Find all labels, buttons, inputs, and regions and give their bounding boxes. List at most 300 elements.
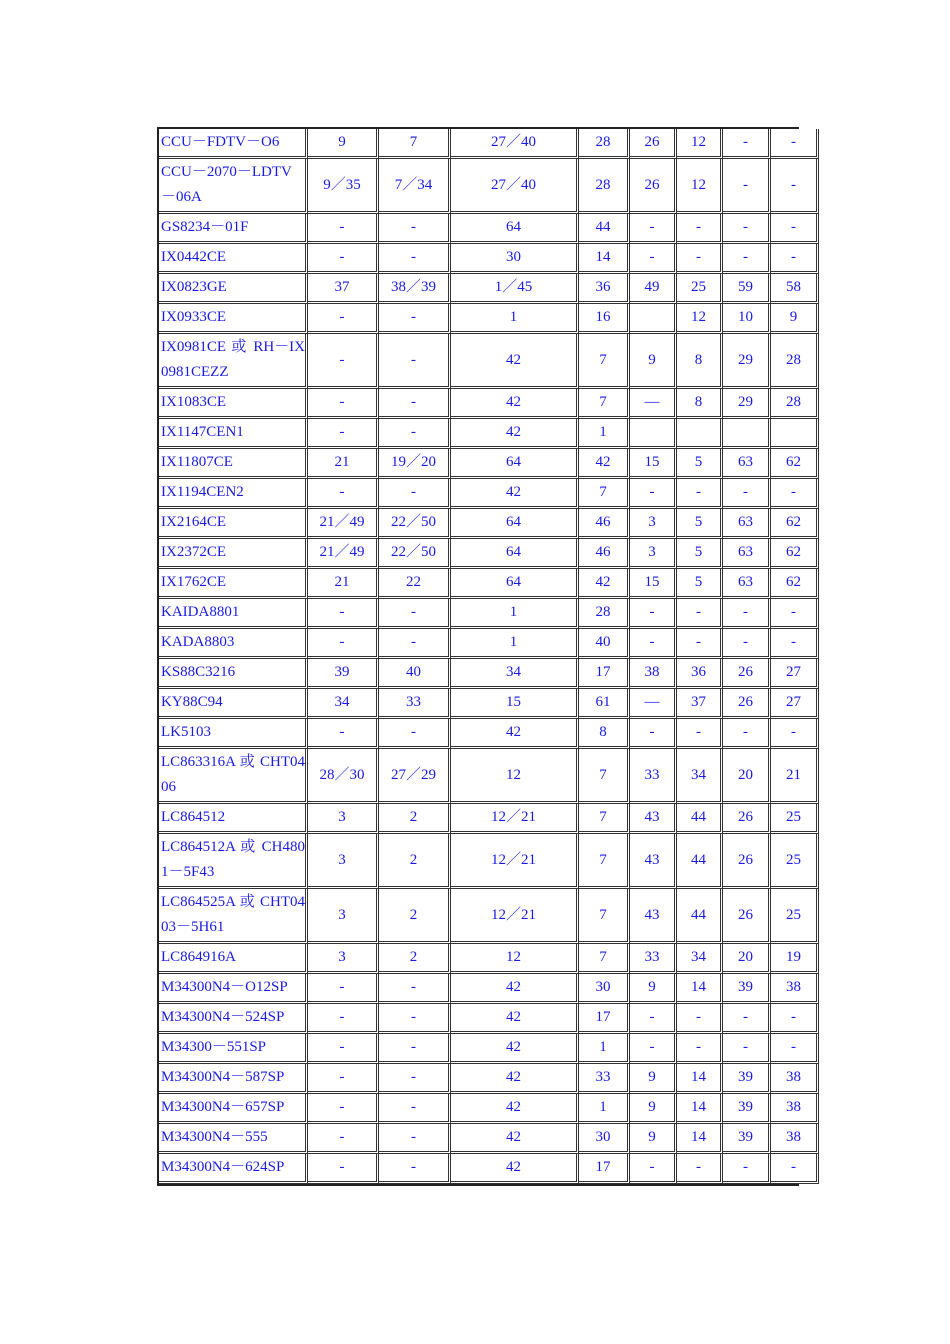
pin-value-cell: 33	[630, 944, 677, 974]
chip-model-cell: KADA8803	[159, 629, 308, 659]
pin-value-cell: -	[308, 1064, 379, 1094]
pin-value-cell: 29	[723, 334, 771, 389]
pin-value-cell: -	[308, 719, 379, 749]
pin-value-cell: 42	[451, 1064, 579, 1094]
pin-value-cell: 9	[771, 304, 819, 334]
pin-value-cell: 44	[579, 214, 630, 244]
pin-value-cell: —	[630, 689, 677, 719]
chip-model-cell: IX0981CE 或 RH－IX0981CEZZ	[159, 334, 308, 389]
pin-value-cell: 20	[723, 749, 771, 804]
pin-value-cell: 1	[579, 1034, 630, 1064]
table-row	[159, 834, 819, 889]
pin-value-cell: -	[630, 214, 677, 244]
table-row	[159, 889, 819, 944]
chip-model-cell: KY88C94	[159, 689, 308, 719]
pin-value-cell: 28	[579, 599, 630, 629]
pin-value-cell: -	[379, 1064, 451, 1094]
pin-value-cell: 19／20	[379, 449, 451, 479]
table-row	[159, 334, 819, 389]
pin-value-cell: -	[723, 1034, 771, 1064]
pin-value-cell: 30	[579, 1124, 630, 1154]
pin-value-cell: 40	[379, 659, 451, 689]
pin-value-cell: 7	[579, 944, 630, 974]
pin-value-cell: -	[630, 1034, 677, 1064]
pin-value-cell: -	[308, 1004, 379, 1034]
table-row	[159, 599, 819, 629]
chip-model-cell: IX1147CEN1	[159, 419, 308, 449]
table-row	[159, 1034, 819, 1064]
pin-value-cell: 42	[451, 334, 579, 389]
pin-value-cell: 33	[379, 689, 451, 719]
pin-value-cell	[630, 304, 677, 334]
pin-value-cell: 9	[630, 1094, 677, 1124]
pin-value-cell: 12／21	[451, 804, 579, 834]
pin-value-cell: -	[723, 599, 771, 629]
pin-value-cell: 38	[630, 659, 677, 689]
pin-value-cell: 9	[630, 1124, 677, 1154]
pin-value-cell: -	[379, 629, 451, 659]
pin-value-cell: 7	[579, 749, 630, 804]
pin-value-cell: -	[379, 244, 451, 274]
table-row	[159, 419, 819, 449]
table-row	[159, 509, 819, 539]
pin-value-cell: 62	[771, 539, 819, 569]
pin-value-cell: -	[677, 244, 723, 274]
pin-value-cell: 42	[451, 1124, 579, 1154]
pin-value-cell: 29	[723, 389, 771, 419]
pin-value-cell: 26	[723, 689, 771, 719]
table-row	[159, 1004, 819, 1034]
pin-value-cell: -	[771, 159, 819, 214]
pin-value-cell: 14	[677, 1094, 723, 1124]
pin-value-cell: 17	[579, 1004, 630, 1034]
pin-value-cell: -	[771, 1154, 819, 1184]
pin-value-cell: 12／21	[451, 834, 579, 889]
table-row	[159, 1094, 819, 1124]
pin-value-cell: 34	[308, 689, 379, 719]
chip-model-cell: M34300N4－555	[159, 1124, 308, 1154]
table-row	[159, 449, 819, 479]
pin-value-cell: 1	[451, 629, 579, 659]
pin-value-cell: -	[308, 214, 379, 244]
pin-value-cell: 64	[451, 569, 579, 599]
pin-value-cell: 37	[677, 689, 723, 719]
pin-value-cell: 5	[677, 509, 723, 539]
pin-value-cell: 30	[579, 974, 630, 1004]
pin-value-cell: -	[379, 1004, 451, 1034]
pin-value-cell: 8	[579, 719, 630, 749]
pin-value-cell: 34	[677, 749, 723, 804]
pin-value-cell: -	[379, 419, 451, 449]
pin-value-cell: 30	[451, 244, 579, 274]
chip-model-cell: M34300－551SP	[159, 1034, 308, 1064]
chip-model-cell: IX1762CE	[159, 569, 308, 599]
chip-model-cell: IX2372CE	[159, 539, 308, 569]
table-row	[159, 749, 819, 804]
pin-value-cell: 3	[308, 944, 379, 974]
pin-value-cell: -	[630, 629, 677, 659]
pin-value-cell: 7	[579, 889, 630, 944]
table-row	[159, 804, 819, 834]
pin-value-cell: 44	[677, 889, 723, 944]
pin-value-cell: 10	[723, 304, 771, 334]
pin-value-cell: 39	[723, 1094, 771, 1124]
pin-value-cell: 25	[771, 804, 819, 834]
chip-model-cell: M34300N4－587SP	[159, 1064, 308, 1094]
pin-value-cell: -	[308, 419, 379, 449]
pin-value-cell: 58	[771, 274, 819, 304]
chip-model-cell: LC864512A 或 CH4801－5F43	[159, 834, 308, 889]
pin-value-cell: 43	[630, 834, 677, 889]
pin-value-cell: 9	[630, 334, 677, 389]
pin-value-cell: 26	[630, 159, 677, 214]
pin-value-cell: 21	[771, 749, 819, 804]
pin-value-cell: -	[771, 244, 819, 274]
pin-value-cell: 7	[579, 479, 630, 509]
pin-value-cell: -	[308, 629, 379, 659]
pin-value-cell: 39	[308, 659, 379, 689]
pin-value-cell: -	[723, 159, 771, 214]
table-body	[159, 129, 819, 1184]
pin-value-cell: 12	[451, 944, 579, 974]
pin-value-cell: 3	[308, 834, 379, 889]
pin-value-cell: -	[723, 1004, 771, 1034]
chip-model-cell: CCU－FDTV－O6	[159, 129, 308, 159]
pin-value-cell: 34	[451, 659, 579, 689]
pin-value-cell: -	[308, 1034, 379, 1064]
pin-value-cell: 63	[723, 509, 771, 539]
pin-value-cell: 40	[579, 629, 630, 659]
pin-value-cell: 46	[579, 539, 630, 569]
chip-model-cell: LC864512	[159, 804, 308, 834]
pin-value-cell: 28	[771, 389, 819, 419]
chip-model-cell: M34300N4－657SP	[159, 1094, 308, 1124]
pin-value-cell: 62	[771, 509, 819, 539]
pin-value-cell: 64	[451, 539, 579, 569]
pin-value-cell: -	[308, 479, 379, 509]
pin-value-cell: 2	[379, 834, 451, 889]
table-row	[159, 244, 819, 274]
pin-value-cell: 44	[677, 804, 723, 834]
pin-value-cell: 12／21	[451, 889, 579, 944]
pin-value-cell: -	[630, 1154, 677, 1184]
pin-value-cell: 25	[771, 834, 819, 889]
pin-value-cell: -	[723, 719, 771, 749]
chip-model-cell: IX0823GE	[159, 274, 308, 304]
pin-value-cell: 14	[677, 1064, 723, 1094]
pin-value-cell: 27	[771, 689, 819, 719]
chip-model-cell: LC864916A	[159, 944, 308, 974]
pin-value-cell: -	[677, 479, 723, 509]
pin-value-cell: 42	[451, 389, 579, 419]
pin-value-cell: 63	[723, 539, 771, 569]
table-row	[159, 1064, 819, 1094]
chip-model-cell: LC863316A 或 CHT0406	[159, 749, 308, 804]
pin-value-cell: 12	[451, 749, 579, 804]
pin-value-cell: -	[677, 599, 723, 629]
pin-value-cell: 26	[723, 804, 771, 834]
pin-value-cell: 5	[677, 449, 723, 479]
pin-value-cell: 9	[630, 1064, 677, 1094]
pin-value-cell: 42	[451, 974, 579, 1004]
pin-value-cell: -	[308, 304, 379, 334]
chip-model-cell: CCU－2070－LDTV－06A	[159, 159, 308, 214]
pin-value-cell: 15	[630, 449, 677, 479]
pin-value-cell: 63	[723, 569, 771, 599]
pin-value-cell	[630, 419, 677, 449]
pin-value-cell: 15	[451, 689, 579, 719]
chip-model-cell: KS88C3216	[159, 659, 308, 689]
pin-value-cell: 20	[723, 944, 771, 974]
table-row	[159, 569, 819, 599]
pin-value-cell: 7	[579, 834, 630, 889]
pin-value-cell: -	[630, 719, 677, 749]
pin-value-cell: 62	[771, 569, 819, 599]
pin-value-cell: 49	[630, 274, 677, 304]
pin-value-cell: -	[379, 389, 451, 419]
pin-value-cell: 1	[451, 304, 579, 334]
pin-value-cell: 43	[630, 889, 677, 944]
table-row	[159, 719, 819, 749]
pin-value-cell: 59	[723, 274, 771, 304]
pin-value-cell: -	[723, 1154, 771, 1184]
pin-value-cell: 28	[579, 129, 630, 159]
pin-value-cell: -	[771, 1004, 819, 1034]
pin-value-cell: 36	[677, 659, 723, 689]
pin-value-cell: 38／39	[379, 274, 451, 304]
pin-value-cell: 46	[579, 509, 630, 539]
pin-value-cell: 36	[579, 274, 630, 304]
pin-value-cell: 38	[771, 1124, 819, 1154]
pin-value-cell: -	[723, 479, 771, 509]
pin-value-cell: 1	[579, 419, 630, 449]
pin-value-cell: -	[771, 129, 819, 159]
pin-value-cell: 12	[677, 129, 723, 159]
pin-value-cell: 39	[723, 1064, 771, 1094]
pin-value-cell: -	[379, 304, 451, 334]
table-row	[159, 974, 819, 1004]
pin-value-cell: 42	[451, 1004, 579, 1034]
chip-model-cell: M34300N4－624SP	[159, 1154, 308, 1184]
pin-value-cell: 9	[630, 974, 677, 1004]
pin-value-cell: -	[379, 1154, 451, 1184]
pin-value-cell	[723, 419, 771, 449]
pin-value-cell: 42	[451, 479, 579, 509]
pin-value-cell: 9／35	[308, 159, 379, 214]
pin-value-cell: 42	[451, 1034, 579, 1064]
pin-value-cell: 38	[771, 1064, 819, 1094]
pin-value-cell: 26	[723, 834, 771, 889]
chip-model-cell: IX1194CEN2	[159, 479, 308, 509]
table-row	[159, 1124, 819, 1154]
pin-value-cell: 44	[677, 834, 723, 889]
chip-model-cell: IX2164CE	[159, 509, 308, 539]
chip-model-cell: LK5103	[159, 719, 308, 749]
pin-value-cell: 3	[308, 804, 379, 834]
pin-value-cell: -	[771, 214, 819, 244]
pin-value-cell: 21／49	[308, 509, 379, 539]
pin-value-cell: -	[630, 1004, 677, 1034]
pin-value-cell: 26	[723, 659, 771, 689]
table-row	[159, 159, 819, 214]
pin-value-cell: 9	[308, 129, 379, 159]
pin-value-cell: 21	[308, 449, 379, 479]
table-row	[159, 479, 819, 509]
pin-value-cell: -	[630, 599, 677, 629]
pin-value-cell: 38	[771, 1094, 819, 1124]
pin-value-cell	[677, 419, 723, 449]
pin-value-cell: 33	[579, 1064, 630, 1094]
pin-value-cell: 43	[630, 804, 677, 834]
pin-value-cell: -	[379, 334, 451, 389]
pin-value-cell: 1／45	[451, 274, 579, 304]
pin-value-cell: 7	[579, 389, 630, 419]
table-row	[159, 944, 819, 974]
pin-value-cell: 14	[579, 244, 630, 274]
pin-value-cell: 7	[579, 804, 630, 834]
pin-value-cell: 3	[630, 539, 677, 569]
pin-value-cell: 8	[677, 334, 723, 389]
pin-value-cell: 33	[630, 749, 677, 804]
pin-value-cell: 22／50	[379, 509, 451, 539]
pin-value-cell: -	[771, 719, 819, 749]
pin-value-cell: 7／34	[379, 159, 451, 214]
pin-value-cell: -	[677, 1034, 723, 1064]
pin-value-cell: 42	[451, 1094, 579, 1124]
pin-value-cell: -	[379, 214, 451, 244]
pin-value-cell: -	[771, 599, 819, 629]
pin-value-cell: 2	[379, 944, 451, 974]
pin-value-cell: 1	[451, 599, 579, 629]
pin-value-cell: -	[630, 244, 677, 274]
pin-value-cell: 2	[379, 804, 451, 834]
pin-value-cell: 25	[771, 889, 819, 944]
pin-value-cell: -	[379, 599, 451, 629]
pin-value-cell: 21／49	[308, 539, 379, 569]
pin-value-cell: 28	[771, 334, 819, 389]
table-row	[159, 629, 819, 659]
table-row	[159, 539, 819, 569]
pin-value-cell: 62	[771, 449, 819, 479]
table-row	[159, 1154, 819, 1184]
pin-value-cell: 27／40	[451, 129, 579, 159]
pin-value-cell: -	[677, 214, 723, 244]
pin-value-cell: -	[379, 1034, 451, 1064]
table-row	[159, 304, 819, 334]
pin-value-cell: 42	[451, 419, 579, 449]
pin-value-cell: 7	[379, 129, 451, 159]
pin-value-cell: 39	[723, 974, 771, 1004]
table-row	[159, 689, 819, 719]
pin-value-cell: -	[379, 719, 451, 749]
pin-value-cell: 17	[579, 1154, 630, 1184]
pin-value-cell: -	[630, 479, 677, 509]
pin-value-cell: 64	[451, 449, 579, 479]
pin-value-cell: 12	[677, 159, 723, 214]
pin-value-cell: 28／30	[308, 749, 379, 804]
pin-value-cell: -	[723, 244, 771, 274]
pin-value-cell: -	[677, 1154, 723, 1184]
pin-value-cell: -	[308, 1154, 379, 1184]
pin-value-cell: -	[379, 1094, 451, 1124]
chip-model-cell: IX0442CE	[159, 244, 308, 274]
pin-value-cell: 7	[579, 334, 630, 389]
pin-value-cell: -	[771, 479, 819, 509]
pin-value-cell: 25	[677, 274, 723, 304]
chip-model-cell: LC864525A 或 CHT0403－5H61	[159, 889, 308, 944]
table-row	[159, 659, 819, 689]
pin-value-cell: 1	[579, 1094, 630, 1124]
pin-value-cell: 63	[723, 449, 771, 479]
pin-value-cell: 12	[677, 304, 723, 334]
pin-value-cell: -	[308, 334, 379, 389]
pin-table	[159, 129, 819, 1184]
pin-value-cell: -	[677, 719, 723, 749]
pin-value-cell: 26	[723, 889, 771, 944]
pin-value-cell: 61	[579, 689, 630, 719]
table-row	[159, 274, 819, 304]
pin-value-cell: -	[677, 629, 723, 659]
pin-value-cell	[771, 419, 819, 449]
pin-value-cell: 27	[771, 659, 819, 689]
pin-value-cell: 3	[630, 509, 677, 539]
pin-value-cell: -	[308, 244, 379, 274]
pin-value-cell: -	[771, 629, 819, 659]
pin-value-cell: 64	[451, 214, 579, 244]
pin-value-cell: 5	[677, 569, 723, 599]
pin-value-cell: 2	[379, 889, 451, 944]
pin-value-cell: -	[308, 389, 379, 419]
pin-value-cell: -	[379, 479, 451, 509]
table-row	[159, 129, 819, 159]
pin-value-cell: -	[723, 214, 771, 244]
pin-value-cell: 42	[579, 569, 630, 599]
pin-value-cell: -	[723, 629, 771, 659]
pin-value-cell: 26	[630, 129, 677, 159]
chip-model-cell: M34300N4－524SP	[159, 1004, 308, 1034]
pin-value-cell: -	[723, 129, 771, 159]
pin-value-cell: 3	[308, 889, 379, 944]
pin-value-cell: 64	[451, 509, 579, 539]
pin-value-cell: 27／40	[451, 159, 579, 214]
pin-value-cell: 14	[677, 1124, 723, 1154]
pin-value-cell: 14	[677, 974, 723, 1004]
pin-value-cell: -	[379, 974, 451, 1004]
chip-model-cell: IX1083CE	[159, 389, 308, 419]
chip-model-cell: M34300N4－O12SP	[159, 974, 308, 1004]
chip-model-cell: KAIDA8801	[159, 599, 308, 629]
pin-value-cell: 19	[771, 944, 819, 974]
pin-value-cell: 8	[677, 389, 723, 419]
pin-value-cell: -	[379, 1124, 451, 1154]
pin-value-cell: -	[308, 1124, 379, 1154]
pin-table-container	[157, 127, 799, 1186]
chip-model-cell: IX0933CE	[159, 304, 308, 334]
pin-value-cell: —	[630, 389, 677, 419]
pin-value-cell: 39	[723, 1124, 771, 1154]
pin-value-cell: 22／50	[379, 539, 451, 569]
pin-value-cell: 16	[579, 304, 630, 334]
pin-value-cell: 17	[579, 659, 630, 689]
pin-value-cell: 15	[630, 569, 677, 599]
table-row	[159, 389, 819, 419]
pin-value-cell: 27／29	[379, 749, 451, 804]
chip-model-cell: GS8234－01F	[159, 214, 308, 244]
pin-value-cell: -	[677, 1004, 723, 1034]
table-row	[159, 214, 819, 244]
pin-value-cell: 37	[308, 274, 379, 304]
pin-value-cell: -	[771, 1034, 819, 1064]
